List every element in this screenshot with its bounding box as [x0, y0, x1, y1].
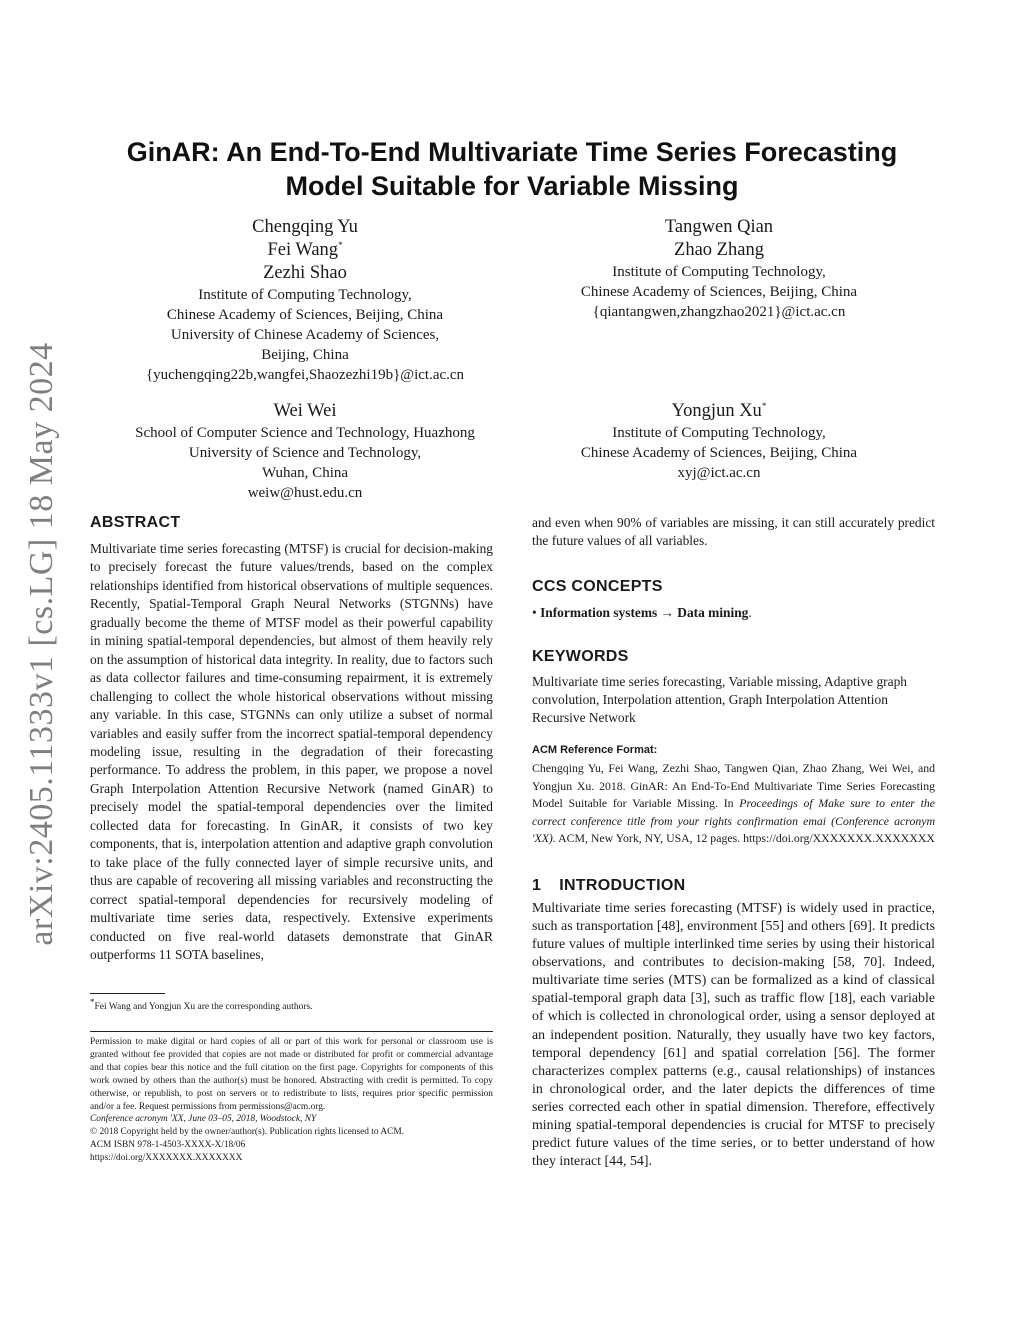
- affiliation-line: University of Chinese Academy of Sciences,: [170, 327, 440, 343]
- acm-reference-text: [532, 760, 935, 848]
- author-name: Zezhi Shao: [263, 263, 347, 283]
- footnote: [90, 996, 493, 1013]
- permission-text: Permission to make digital or hard copies of all or part of this work for personal or classroom use is granted without fee provided that copies are not made or distributed for profit or commercial advantage and that copies bear this notice and the full citation on the first page. Copyrights for components of this work owned by others than the author(s) must be honored. Abstracting with credit is permitted. To copy otherwise, or republish, to post on servers or to redistribute to lists, requires prior specific permission and/or a fee. Request permissions from permissions@acm.org.: [90, 1037, 493, 1112]
- author-name: Yongjun Xu: [671, 401, 762, 421]
- affiliation-line: Institute of Computing Technology,: [198, 287, 412, 303]
- title-line-2: Model Suitable for Variable Missing: [285, 171, 739, 201]
- abstract-text: Multivariate time series forecasting (MTSF) is crucial for decision-making to precisely forecast the future values/trends, based on the complex relationships identified from historical observations of multiple sequences. Recently, Spatial-Temporal Graph Neural Networks (STGNNs) have gradually become the theme of MTSF model as their powerful capability in mining spatial-temporal dependencies, but almost of them heavily rely on the assumption of historical data integrity. In reality, due to factors such as data collector failures and time-consuming repairment, it is extremely challenging to collect the whole historical observations without missing any variable. In this case, STGNNs can only utilize a subset of normal variables and easily suffer from the incorrect spatial-temporal dependency modeling issue, resulting in the degradation of their forecasting performance. To address the problem, in this paper, we propose a novel Graph Interpolation Attention Recursive Network (named GinAR) to precisely model the spatial-temporal dependencies over the limited collected data for forecasting. In GinAR, it consists of two key components, that is, interpolation attention and adaptive graph convolution to take place of the fully connected layer of simple recursive units, and thus are capable of recovering all missing variables and reconstructing the correct spatial-temporal dependencies for recursively modeling of multivariate time series data, respectively. Extensive experiments conducted on five real-world datasets demonstrate that GinAR outperforms 11 SOTA baselines,: [90, 541, 493, 962]
- acm-reference-label: ACM Reference Format:: [532, 743, 658, 756]
- right-column: [532, 514, 935, 1171]
- author-email: xyj@ict.ac.cn: [677, 465, 761, 481]
- footnote-divider: [90, 993, 165, 994]
- keywords-heading: KEYWORDS: [532, 647, 629, 665]
- permission-block: [90, 1036, 493, 1165]
- author-name: Zhao Zhang: [674, 240, 764, 260]
- doi-line: https://doi.org/XXXXXXX.XXXXXXX: [90, 1153, 243, 1164]
- author-name-corresponding: [110, 239, 500, 262]
- ccs-item: [532, 604, 935, 622]
- affiliation-line: Institute of Computing Technology,: [612, 425, 826, 441]
- isbn-line: ACM ISBN 978-1-4503-XXXX-X/18/06: [90, 1140, 246, 1151]
- author-block-4: [524, 400, 914, 483]
- author-name: Tangwen Qian: [664, 217, 774, 237]
- author-name: Wei Wei: [273, 401, 337, 421]
- conference-line: Conference acronym 'XX, June 03–05, 2018, Woodstock, NY: [90, 1114, 317, 1125]
- affiliation-line: Wuhan, China: [261, 465, 349, 481]
- author-name: Chengqing Yu: [252, 217, 358, 237]
- section-title: INTRODUCTION: [559, 876, 686, 894]
- abstract-heading: ABSTRACT: [90, 514, 181, 531]
- corresponding-mark: *: [338, 239, 343, 250]
- author-block-3: [110, 400, 500, 503]
- introduction-heading: [532, 876, 935, 896]
- author-block-1: [110, 216, 500, 385]
- author-name-corresponding: [524, 400, 914, 423]
- footnote-mark: *: [90, 996, 95, 1007]
- section-number: 1: [532, 876, 542, 894]
- affiliation-line: Institute of Computing Technology,: [612, 264, 826, 280]
- ccs-period: .: [748, 604, 752, 620]
- affiliation-line: Chinese Academy of Sciences, Beijing, China: [580, 284, 858, 300]
- author-email: {qiantangwen,zhangzhao2021}@ict.ac.cn: [592, 304, 846, 320]
- bullet: •: [532, 604, 537, 620]
- ccs-heading: CCS CONCEPTS: [532, 577, 663, 595]
- arxiv-stamp: arXiv:2405.11333v1 [cs.LG] 18 May 2024: [23, 342, 60, 946]
- paper-title: [90, 135, 934, 203]
- abstract-section: [90, 513, 493, 964]
- corresponding-mark: *: [761, 400, 767, 411]
- affiliation-line: School of Computer Science and Technology, Huazhong: [135, 425, 475, 441]
- keywords-text: Multivariate time series forecasting, Variable missing, Adaptive graph convolution, Interpolation attention, Graph Interpolation Attention Recursive Network: [532, 673, 907, 725]
- affiliation-line: University of Science and Technology,: [188, 445, 422, 461]
- ccs-concept: Information systems → Data mining: [540, 604, 749, 620]
- author-email: {yuchengqing22b,wangfei,Shaozezhi19b}@ict.ac.cn: [145, 367, 465, 383]
- reference-venue: Proceedings of Make sure to enter the correct conference title from your rights confirmation emai (Conference acronym 'XX).: [532, 796, 935, 846]
- author-block-2: [524, 216, 914, 322]
- abstract-continuation: and even when 90% of variables are missing, it can still accurately predict the future values of all variables.: [532, 515, 935, 549]
- author-email: weiw@hust.edu.cn: [247, 485, 363, 501]
- introduction-text: Multivariate time series forecasting (MTSF) is widely used in practice, such as transportation [48], environment [55] and others [69]. It predicts future values of multiple interlinked time series by using their historical observations, and contributes to decision-making [58, 70]. Indeed, multivariate time series (MTS) can be formalized as a kind of classical spatial-temporal graph data [3], such as traffic flow [18], each variable of which is collected in chronological order, using a sensor deployed at an independent position. Naturally, they usually have two key factors, temporal dependency [61] and spatial correlation [56]. The former characterizes complex patterns (e.g., causal relationships) of instances in chronological order, and the later depicts the differences of time series corrected each other in spatial dimension. Therefore, effectively mining spatial-temporal dependencies is crucial for MTSF to precisely predict future values of the time series, or to better understand of how they interact [44, 54].: [532, 900, 935, 1170]
- reference-part: Chengqing Yu, Fei Wang, Zezhi Shao, Tangwen Qian, Zhao Zhang, Wei Wei, and Yongjun Xu. 2018. GinAR: An End-To-End Multivariate Time Series Forecasting Model Suitable for Variable Missing. In: [532, 760, 935, 811]
- affiliation-line: Beijing, China: [261, 347, 349, 363]
- affiliation-line: Chinese Academy of Sciences, Beijing, China: [166, 307, 444, 323]
- author-name: Fei Wang: [267, 240, 339, 260]
- copyright-line: © 2018 Copyright held by the owner/author(s). Publication rights licensed to ACM.: [90, 1127, 405, 1138]
- reference-part: ACM, New York, NY, USA, 12 pages. https://doi.org/XXXXXXX.XXXXXXX: [555, 831, 935, 846]
- title-line-1: GinAR: An End-To-End Multivariate Time Series Forecasting: [126, 137, 898, 167]
- footnote-text: Fei Wang and Yongjun Xu are the corresponding authors.: [94, 1002, 313, 1012]
- affiliation-line: Chinese Academy of Sciences, Beijing, China: [580, 445, 858, 461]
- permission-divider: [90, 1031, 493, 1032]
